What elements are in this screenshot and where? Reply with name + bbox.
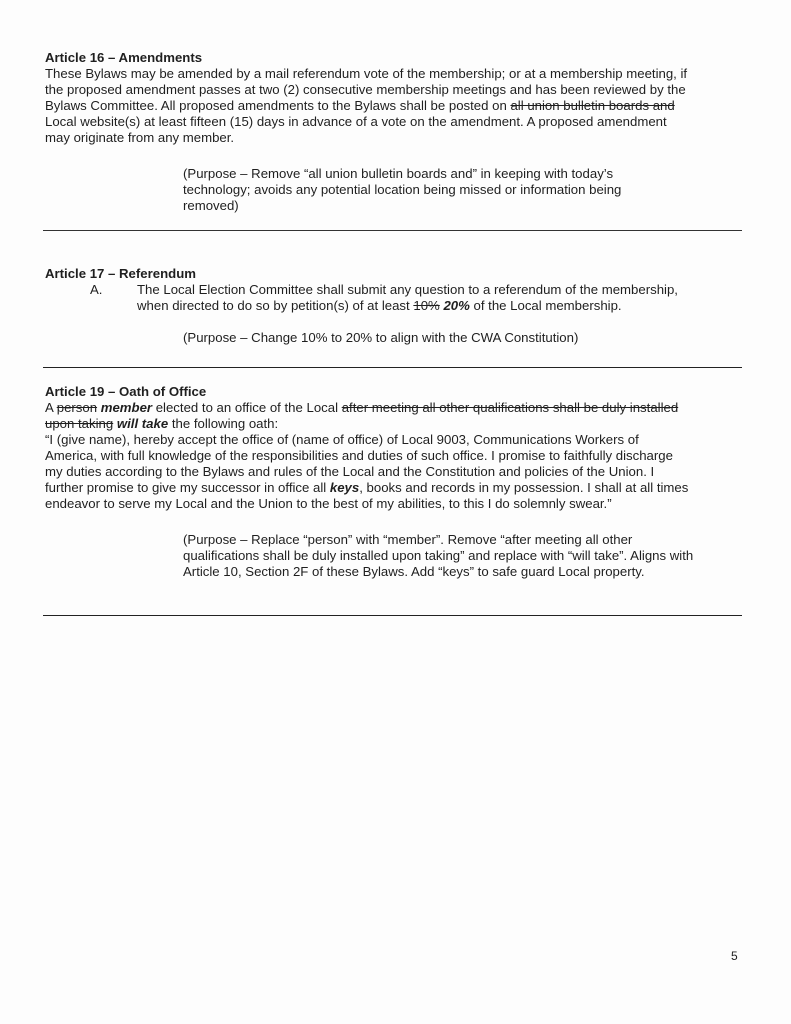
article-16-line-4: Local website(s) at least fifteen (15) days in advance of a vote on the amendment. A proposed amendment — [45, 114, 667, 129]
article-19-purpose-line-2: qualifications shall be duly installed upon taking” and replace with “will take”. Aligns with — [183, 548, 694, 563]
article-19-line-6-end: , books and records in my possession. I shall at all times — [359, 480, 689, 495]
article-19-purpose — [183, 532, 743, 580]
article-17-item-text — [137, 282, 737, 314]
article-16-purpose-line-2: technology; avoids any potential location being missed or information being — [183, 182, 622, 197]
article-17-line-2-end: of the Local membership. — [469, 298, 622, 313]
article-16-title: Article 16 – Amendments — [45, 50, 203, 65]
article-19-struck-person: person — [56, 400, 98, 415]
section-divider — [43, 615, 742, 616]
article-17-line-2 — [137, 298, 737, 314]
article-19-line-1 — [45, 400, 745, 416]
article-19-inserted-keys: keys — [329, 480, 360, 495]
article-17-line-1: The Local Election Committee shall submit any question to a referendum of the membership, — [137, 282, 678, 297]
section-divider — [43, 230, 742, 231]
article-19-line-6 — [45, 480, 745, 496]
article-17-title: Article 17 – Referendum — [45, 266, 196, 281]
article-16-line-3-text: Bylaws Committee. All proposed amendments to the Bylaws shall be posted on — [45, 98, 511, 113]
article-16-struck-text: all union bulletin boards and — [510, 98, 675, 113]
article-17-purpose-line-1: (Purpose – Change 10% to 20% to align with the CWA Constitution) — [183, 330, 579, 345]
article-17-line-2-text: when directed to do so by petition(s) of at least — [137, 298, 414, 313]
article-19-inserted-member: member — [100, 400, 153, 415]
article-16-body — [45, 66, 745, 146]
page-number: 5 — [731, 949, 738, 963]
article-17-struck-text: 10% — [413, 298, 440, 313]
article-19-line-2 — [45, 416, 745, 432]
article-17-item-marker: A. — [90, 282, 103, 297]
article-19-line-1-text: elected to an office of the Local — [152, 400, 342, 415]
article-17-inserted-text: 20% — [443, 298, 470, 313]
article-19-line-5: my duties according to the Bylaws and rules of the Local and the Constitution and policies of the Union. I — [45, 464, 655, 479]
article-19-line-4: America, with full knowledge of the responsibilities and duties of such office. I promise to faithfully discharge — [45, 448, 673, 463]
article-19-line-3: “I (give name), hereby accept the office of (name of office) of Local 9003, Communications Workers of — [45, 432, 639, 447]
article-19-struck-upon-taking: upon taking — [45, 416, 114, 431]
article-16-line-2: the proposed amendment passes at two (2) consecutive membership meetings and has been reviewed by the — [45, 82, 686, 97]
article-19-line-6-start: further promise to give my successor in office all — [45, 480, 330, 495]
article-16-line-5: may originate from any member. — [45, 130, 235, 145]
article-19-line-7: endeavor to serve my Local and the Union to the best of my abilities, to this I do solemnly swear.” — [45, 496, 612, 511]
article-16-line-1: These Bylaws may be amended by a mail referendum vote of the membership; or at a membership meeting, if — [45, 66, 688, 81]
article-19-line-2-text: the following oath: — [168, 416, 279, 431]
article-19-body — [45, 400, 745, 512]
article-19-title: Article 19 – Oath of Office — [45, 384, 207, 399]
article-19-purpose-line-1: (Purpose – Replace “person” with “member”. Remove “after meeting all other — [183, 532, 633, 547]
section-divider — [43, 367, 742, 368]
article-19-struck-clause: after meeting all other qualifications shall be duly installed — [341, 400, 679, 415]
article-17-purpose — [183, 330, 743, 346]
article-19-inserted-will-take: will take — [116, 416, 169, 431]
article-16-purpose-line-3: removed) — [183, 198, 239, 213]
article-19-line-1-start: A — [45, 400, 57, 415]
article-19-purpose-line-3: Article 10, Section 2F of these Bylaws. Add “keys” to safe guard Local property. — [183, 564, 645, 579]
article-16-purpose — [183, 166, 743, 214]
article-16-purpose-line-1: (Purpose – Remove “all union bulletin boards and” in keeping with today’s — [183, 166, 614, 181]
article-16-line-3 — [45, 98, 745, 114]
